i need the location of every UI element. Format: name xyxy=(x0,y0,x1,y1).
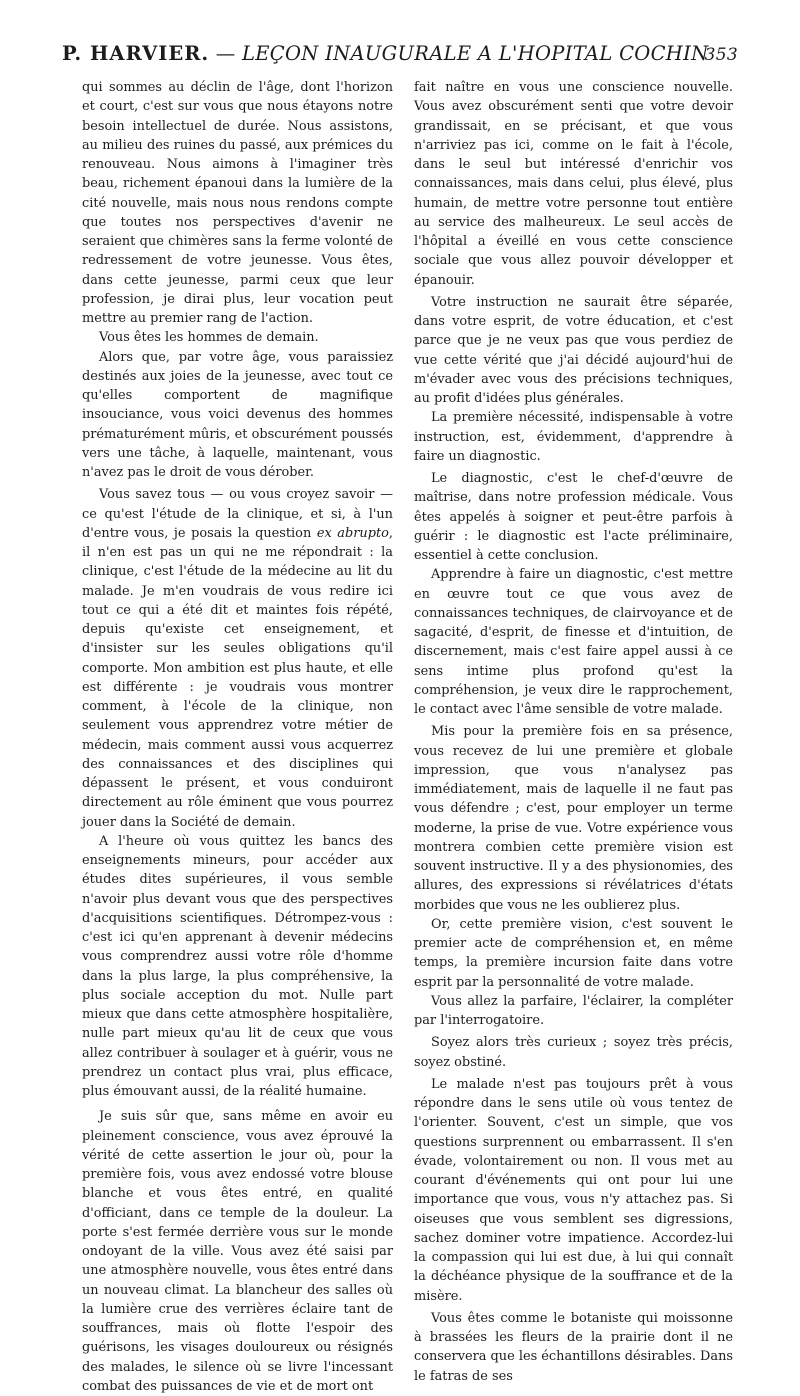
header-author: P. HARVIER. xyxy=(62,42,210,65)
paragraph: Vous allez la parfaire, l'éclairer, la compléter par l'interrogatoire. xyxy=(414,993,733,1028)
paragraph: Soyez alors très curieux ; soyez très précis, soyez obstiné. xyxy=(414,1035,733,1070)
paragraph-text: , il n'en est pas un qui ne me répondrait : la clinique, c'est l'étude de la médecine au lit du malade. Je m'en voudrais de vous redire ici tout ce qui a été dit et maintes fois répété, depuis qu'existe cet enseignement, et d'insister sur les seules obligations qu'il comporte. Mon ambition est plus haute, et elle est différente : je voudrais vous montrer comment, à l'école de la clinique, non seulement vous apprendrez votre métier de médecin, mais comment aussi vous acquerrez des connaissances et des disciplines qui dépassent le présent, et vous conduiront directement au rôle éminent que vous pourrez jouer dans la Société de demain. xyxy=(82,525,393,830)
paragraph: La première nécessité, indispensable à votre instruction, est, évidemment, d'apprendre à faire un diagnostic. xyxy=(414,410,733,464)
paragraph-text: Vous savez tous — ou vous croyez savoir — ce qu'est l'étude de la clinique, et si, à l'un d'entre vous, je posais la question xyxy=(82,487,393,541)
paragraph xyxy=(82,485,393,832)
running-header xyxy=(62,42,738,65)
paragraph: Je suis sûr que, sans même en avoir eu pleinement conscience, vous avez éprouvé la vérité de cette assertion le jour où, pour la première fois, vous avez endossé votre blouse blanche et vous êtes entré, en qualité d'officiant, dans ce temple de la douleur. La porte s'est fermée derrière vous sur le monde ondoyant de la ville. Vous avez été saisi par une atmosphère nouvelle, vous êtes entré dans un nouveau climat. La blancheur des salles où la lumière crue des verrières éclaire tant de souffrances, mais où flotte l'espoir des guérisons, les visages douloureux ou résignés des malades, le silence où se livre l'incessant combat des puissances de vie et de mort ont xyxy=(82,1109,393,1394)
page-number: 353 xyxy=(704,45,738,65)
paragraph: Le diagnostic, c'est le chef-d'œuvre de maîtrise, dans notre profession médicale. Vous êtes appelés à soigner et peut-être parfois à guérir : le diagnostic est l'acte préliminaire, essentiel à cette conclusion. xyxy=(414,471,733,563)
paragraph: Votre instruction ne saurait être séparée, dans votre esprit, de votre éducation, et c'est parce que je ne veux pas que vous perdiez de vue cette vérité que j'ai décidé aujourd'hui de m'évader avec vous des précisions techniques, au profit d'idées plus générales. xyxy=(414,294,733,406)
right-column xyxy=(414,78,733,1386)
paragraph: Vous êtes comme le botaniste qui moissonne à brassées les fleurs de la prairie dont il ne conservera que les échantillons désirables. Dans le fatras de ses xyxy=(414,1310,733,1384)
paragraph: Vous êtes les hommes de demain. xyxy=(99,330,319,346)
header-title: LEÇON INAUGURALE A L'HOPITAL COCHIN xyxy=(242,42,709,65)
left-column xyxy=(82,78,393,1396)
header-dash: — xyxy=(215,42,236,65)
paragraph: qui sommes au déclin de l'âge, dont l'horizon et court, c'est sur vous que nous étayons notre besoin intellectuel de durée. Nous assistons, au milieu des ruines du passé, aux prémices du renouveau. Nous aimons à l'imaginer très beau, richement épanoui dans la lumière de la cité nouvelle, mais nous nous rendons compte que toutes nos perspectives d'avenir ne seraient que chimères sans la ferme volonté de redressement de votre jeunesse. Vous êtes, dans cette jeunesse, parmi ceux que leur profession, je dirai plus, leur vocation peut mettre au premier rang de l'action. xyxy=(82,80,393,326)
paragraph: A l'heure où vous quittez les bancs des enseignements mineurs, pour accéder aux études dites supérieures, il vous semble n'avoir plus devant vous que des perspectives d'acquisitions scientifiques. Détrompez-vous : c'est ici qu'en apprenant à devenir médecins vous comprendrez aussi votre rôle d'homme dans la plus large, la plus compréhensive, la plus sociale acception du mot. Nulle part mieux que dans cette atmosphère hospitalière, nulle part mieux qu'au lit de ceux que vous allez contribuer à soulager et à guérir, vous ne prendrez un contact plus vrai, plus efficace, plus émouvant aussi, de la réalité humaine. xyxy=(82,833,393,1099)
paragraph: fait naître en vous une conscience nouvelle. Vous avez obscurément senti que votre devoir grandissait, en se précisant, et que vous n'arriviez pas ici, comme on le fait à l'école, dans le seul but intéressé d'enrichir vos connaissances, mais dans celui, plus élevé, plus humain, de mettre votre personne tout entière au service des malheureux. Le seul accès de l'hôpital a éveillé en vous cette conscience sociale que vous allez pouvoir développer et épanouir. xyxy=(414,80,733,288)
paragraph: Mis pour la première fois en sa présence, vous recevez de lui une première et globale impression, que vous n'analysez pas immédiatement, mais de laquelle il ne faut pas vous défendre ; c'est, pour employer un terme moderne, la prise de vue. Votre expérience vous montrera combien cette première vision est souvent instructive. Il y a des physionomies, des allures, des expressions si révélatrices d'états morbides que vous ne les oublierez plus. xyxy=(414,724,733,913)
paragraph: Le malade n'est pas toujours prêt à vous répondre dans le sens utile où vous tentez de l'orienter. Souvent, c'est un simple, que vos questions surprennent ou embarrassent. Il s'en évade, volontairement ou non. Il vous met au courant d'événements qui ont pour lui une importance que vous, vous n'y attachez pas. Si oiseuses que vous semblent ses digressions, sachez dominer votre impatience. Accordez-lui la compassion qui lui est due, à lui qui connaît la déchéance physique de la souffrance et de la misère. xyxy=(414,1076,733,1304)
paragraph: Alors que, par votre âge, vous paraissiez destinés aux joies de la jeunesse, avec tout ce qu'elles comportent de magnifique insouciance, vous voici devenus des hommes prématurément mûris, et obscurément poussés vers une tâche, à laquelle, maintenant, vous n'avez pas le droit de vous dérober. xyxy=(82,349,393,480)
paragraph: Apprendre à faire un diagnostic, c'est mettre en œuvre tout ce que vous avez de connaissances techniques, de clairvoyance et de sagacité, d'esprit, de finesse et d'intuition, de discernement, mais c'est faire appel aussi à ce sens intime plus profond qu'est la compréhension, je veux dire le rapprochement, le contact avec l'âme sensible de votre malade. xyxy=(414,567,733,717)
paragraph: Or, cette première vision, c'est souvent le premier acte de compréhension et, en même temps, la première incursion faite dans votre esprit par la personnalité de votre malade. xyxy=(414,916,733,990)
latin-phrase: ex abrupto xyxy=(316,525,389,541)
